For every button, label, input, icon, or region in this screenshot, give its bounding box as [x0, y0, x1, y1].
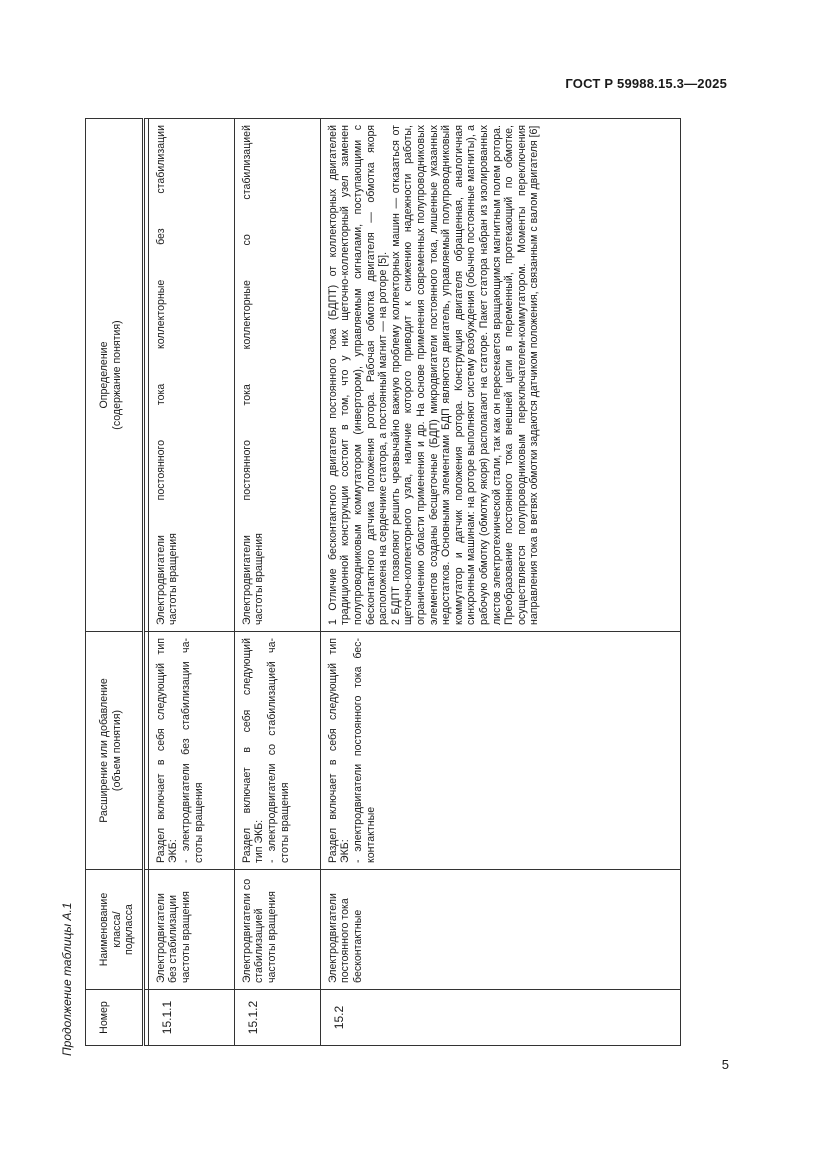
document-code: ГОСТ Р 59988.15.3—2025: [565, 76, 727, 91]
row-number: 15.1.1: [148, 990, 234, 1046]
definition-paragraph-1: 1 Отличие бесконтактного двигателя постоянного тока (БДПТ) от коллекторных двигателей традиционной конструкции состоит в том, что у них щеточно-коллекторный узел заменен полупроводниковым коммутатором (инвертором), управляемым сигналами, поступающими с бесконтактного датчика положения ротора. Рабочая обмотка двигателя — обмотка якоря расположена на сердечнике статора, а постоянный магнит — на роторе [5].: [326, 125, 390, 625]
row-extension: [148, 632, 234, 870]
header-name: [86, 870, 144, 990]
row-number: 15.2: [320, 990, 680, 1046]
header-name-line2: подкласса: [123, 904, 136, 955]
row-name: Электродвигатели постоянного тока бесконтактные: [320, 870, 680, 990]
header-number: [86, 990, 144, 1046]
ext-line: ЭКБ:: [339, 839, 352, 863]
header-name-line1: Наименование класса/: [98, 892, 123, 967]
row-name: Электродвигатели со стабилизацией частоты вращения: [234, 870, 320, 990]
classification-table: [85, 118, 681, 1046]
row-extension: [320, 632, 680, 870]
ext-line: Раздел включает в себя следующий: [240, 638, 253, 863]
ext-line: - электродвигатели постоянного тока бес-: [351, 638, 364, 863]
table-row: [234, 119, 320, 1046]
table-row: [148, 119, 234, 1046]
def-line: Электродвигатели постоянного тока коллекторные без стабилизации: [154, 125, 167, 625]
row-extension: [234, 632, 320, 870]
ext-line: - электродвигатели со стабилизацией ча-: [265, 638, 278, 863]
header-definition: [86, 119, 144, 632]
ext-line: контактные: [364, 806, 377, 863]
table-header-row: [86, 119, 144, 1046]
row-definition: [148, 119, 234, 632]
row-name: Электродвигатели без стабилизации частоты вращения: [148, 870, 234, 990]
ext-line: - электродвигатели без стабилизации ча-: [179, 638, 192, 863]
def-line: Электродвигатели постоянного тока коллекторные со стабилизацией: [240, 125, 253, 625]
ext-line: Раздел включает в себя следующий тип: [154, 638, 167, 863]
header-def-line2: (содержание понятия): [110, 320, 123, 430]
table-container: [60, 116, 661, 1056]
table-caption: Продолжение таблицы А.1: [60, 902, 74, 1056]
ext-line: стоты вращения: [278, 782, 291, 863]
header-ext-line2: (объем понятия): [110, 709, 123, 792]
ext-line: Раздел включает в себя следующий тип: [326, 638, 339, 863]
def-line: частоты вращения: [167, 533, 180, 625]
table-row: [320, 119, 680, 1046]
header-number-label: Номер: [98, 1001, 110, 1034]
header-ext-line1: Расширение или добавление: [98, 678, 110, 823]
ext-line: тип ЭКБ:: [253, 819, 266, 863]
ext-line: ЭКБ:: [167, 839, 180, 863]
row-definition: [234, 119, 320, 632]
row-definition: [320, 119, 680, 632]
page-number: 5: [721, 1057, 729, 1072]
def-line: частоты вращения: [253, 533, 266, 625]
ext-line: стоты вращения: [192, 782, 205, 863]
header-def-line1: Определение: [98, 341, 110, 409]
row-number: 15.1.2: [234, 990, 320, 1046]
header-extension: [86, 632, 144, 870]
definition-paragraph-2: 2 БДПТ позволяют решить чрезвычайно важную проблему коллекторных машин — отказаться от щеточно-коллекторного узла, наличие которого приводит к снижению надежности работы, ограничению области применения и др. На основе применения современных полупроводниковых элементов созданы бесщеточные (БДП) микродвигатели постоянного тока, лишенные указанных недостатков. Основными элементами БДП являются двигатель, управляемый полупроводниковый коммутатор и датчик положения ротора. Конструкция двигателя обращенная, аналогичная синхронным машинам: на роторе выполняют систему возбуждения (обычно постоянные магниты), а рабочую обмотку (обмотку якоря) располагают на статоре. Пакет статора набран из изолированных листов электротехнической стали, так как он пересекается вращающимся магнитным полем ротора. Преобразование постоянного тока внешней цепи в переменный, протекающий по обмотке, осуществляется полупроводниковым переключателем-коммутатором. Моменты переключения направления тока в ветвях обмотки задаются датчиком положения, связанным с валом двигателя [6]: [389, 125, 541, 625]
